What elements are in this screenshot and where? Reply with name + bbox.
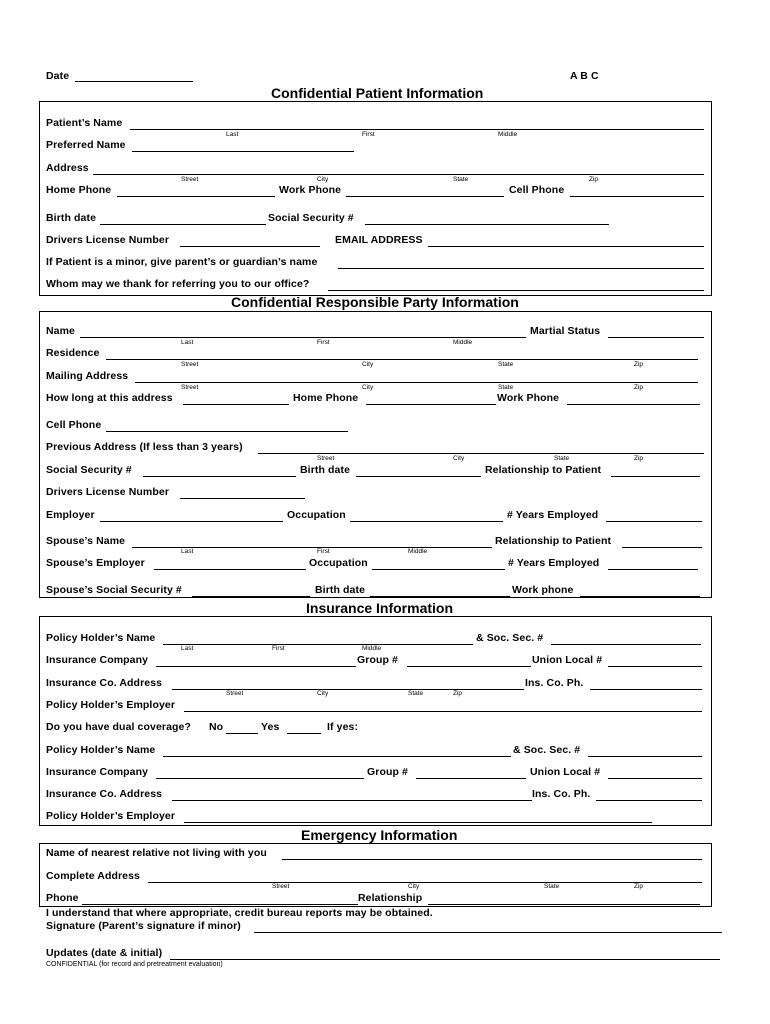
ins2-union-label: Union Local #	[530, 766, 601, 778]
patient-name-label: Patient’s Name	[46, 117, 123, 129]
birth-date-field[interactable]	[100, 224, 266, 225]
em-address-field[interactable]	[148, 882, 702, 883]
rp-previous-field[interactable]	[258, 453, 704, 454]
spouse-workphone-label: Work phone	[512, 584, 574, 596]
rp-birth-label: Birth date	[300, 464, 351, 476]
rp-residence-field[interactable]	[106, 359, 698, 360]
ins2-address-label: Insurance Co. Address	[46, 788, 163, 800]
ins-ph-label: Ins. Co. Ph.	[525, 677, 584, 689]
ins-holder-field[interactable]	[163, 644, 473, 645]
responsible-section-box	[39, 311, 712, 598]
sub-street: Street	[272, 883, 290, 890]
rp-years-field[interactable]	[606, 521, 702, 522]
abc-label: A B C	[570, 70, 599, 82]
spouse-name-label: Spouse’s Name	[46, 535, 126, 547]
sub-city: City	[317, 690, 329, 697]
em-phone-field[interactable]	[82, 904, 358, 905]
preferred-name-label: Preferred Name	[46, 139, 126, 151]
ins-employer-field[interactable]	[184, 711, 702, 712]
sub-street: Street	[181, 384, 199, 391]
rp-howlong-label: How long at this address	[46, 392, 173, 404]
rp-home-phone-field[interactable]	[366, 404, 496, 405]
dual-coverage-label: Do you have dual coverage?	[46, 721, 191, 733]
work-phone-label: Work Phone	[279, 184, 342, 196]
license-label: Drivers License Number	[46, 234, 170, 246]
rp-previous-label: Previous Address (If less than 3 years)	[46, 441, 243, 453]
ins2-holder-label: Policy Holder’s Name	[46, 744, 156, 756]
ins2-ph-label: Ins. Co. Ph.	[532, 788, 591, 800]
dual-no-label: No	[209, 721, 224, 733]
home-phone-field[interactable]	[117, 196, 275, 197]
sub-middle: Middle	[498, 131, 518, 138]
rp-work-phone-label: Work Phone	[497, 392, 560, 404]
ins-company-label: Insurance Company	[46, 654, 149, 666]
ins2-employer-field[interactable]	[184, 822, 652, 823]
ssn-field[interactable]	[365, 224, 609, 225]
ins2-union-field[interactable]	[608, 778, 702, 779]
minor-field[interactable]	[338, 268, 704, 269]
sub-middle: Middle	[408, 548, 428, 555]
email-label: EMAIL ADDRESS	[335, 234, 423, 246]
ssn-label: Social Security #	[268, 212, 354, 224]
spouse-years-field[interactable]	[608, 569, 698, 570]
rp-howlong-field[interactable]	[183, 404, 289, 405]
em-relative-field[interactable]	[282, 859, 702, 860]
sub-first: First	[272, 645, 285, 652]
sub-first: First	[317, 339, 330, 346]
date-label: Date	[46, 70, 70, 82]
rp-name-label: Name	[46, 325, 75, 337]
sub-street: Street	[181, 361, 199, 368]
spouse-occupation-field[interactable]	[372, 569, 505, 570]
rp-marital-field[interactable]	[608, 337, 704, 338]
sub-first: First	[317, 548, 330, 555]
ins2-holder-field[interactable]	[163, 756, 511, 757]
sub-zip: Zip	[453, 690, 463, 697]
em-address-label: Complete Address	[46, 870, 140, 882]
date-field[interactable]	[75, 81, 193, 82]
em-relative-label: Name of nearest relative not living with you	[46, 847, 267, 859]
rp-cell-label: Cell Phone	[46, 419, 102, 431]
rp-mailing-field[interactable]	[135, 382, 698, 383]
sub-last: Last	[181, 645, 194, 652]
spouse-birth-field[interactable]	[370, 596, 510, 597]
sub-city: City	[408, 883, 420, 890]
section-title-emergency: Emergency Information	[301, 827, 458, 843]
ins-union-field[interactable]	[608, 666, 702, 667]
ins2-soc-field[interactable]	[588, 756, 702, 757]
email-field[interactable]	[428, 246, 704, 247]
ins2-group-field[interactable]	[416, 778, 526, 779]
rp-work-phone-field[interactable]	[567, 404, 700, 405]
rp-mailing-label: Mailing Address	[46, 370, 129, 382]
sub-state: State	[498, 384, 514, 391]
ins-ph-field[interactable]	[590, 689, 702, 690]
ins2-company-label: Insurance Company	[46, 766, 149, 778]
ins-group-label: Group #	[357, 654, 398, 666]
rp-birth-field[interactable]	[356, 476, 481, 477]
updates-field[interactable]	[170, 959, 720, 960]
spouse-employer-label: Spouse’s Employer	[46, 557, 145, 569]
sub-middle: Middle	[453, 339, 473, 346]
rp-employer-label: Employer	[46, 509, 95, 521]
ins-address-field[interactable]	[172, 689, 524, 690]
ins-employer-label: Policy Holder’s Employer	[46, 699, 176, 711]
birth-date-label: Birth date	[46, 212, 97, 224]
minor-label: If Patient is a minor, give parent’s or guardian’s name	[46, 256, 318, 268]
sub-state: State	[453, 176, 469, 183]
sub-middle: Middle	[362, 645, 382, 652]
referral-label: Whom may we thank for referring you to our office?	[46, 278, 310, 290]
sub-state: State	[498, 361, 514, 368]
rp-ssn-label: Social Security #	[46, 464, 132, 476]
sub-city: City	[453, 455, 465, 462]
sub-street: Street	[226, 690, 244, 697]
spouse-ssn-field[interactable]	[192, 596, 310, 597]
address-label: Address	[46, 162, 89, 174]
section-title-responsible: Confidential Responsible Party Information	[231, 294, 519, 310]
spouse-years-label: # Years Employed	[508, 557, 600, 569]
ins-soc-label: & Soc. Sec. #	[476, 632, 544, 644]
sub-zip: Zip	[634, 455, 644, 462]
sub-last: Last	[226, 131, 239, 138]
sub-city: City	[362, 361, 374, 368]
rp-occupation-label: Occupation	[287, 509, 346, 521]
sub-zip: Zip	[634, 883, 644, 890]
credit-notice: I understand that where appropriate, credit bureau reports may be obtained.	[46, 907, 433, 919]
ins-union-label: Union Local #	[532, 654, 603, 666]
sub-city: City	[317, 176, 329, 183]
sub-first: First	[362, 131, 375, 138]
dual-yes-label: Yes	[261, 721, 280, 733]
section-title-patient: Confidential Patient Information	[271, 85, 484, 101]
ins2-ph-field[interactable]	[596, 800, 702, 801]
dual-no-field[interactable]	[226, 733, 258, 734]
sub-zip: Zip	[634, 361, 644, 368]
sub-zip: Zip	[589, 176, 599, 183]
spouse-relationship-field[interactable]	[622, 547, 702, 548]
rp-license-label: Drivers License Number	[46, 486, 170, 498]
sub-city: City	[362, 384, 374, 391]
cell-phone-label: Cell Phone	[509, 184, 565, 196]
referral-field[interactable]	[328, 290, 704, 291]
rp-residence-label: Residence	[46, 347, 100, 359]
sub-street: Street	[317, 455, 335, 462]
signature-label: Signature (Parent’s signature if minor)	[46, 920, 241, 932]
rp-ssn-field[interactable]	[143, 476, 296, 477]
rp-relationship-label: Relationship to Patient	[485, 464, 602, 476]
ins-holder-label: Policy Holder’s Name	[46, 632, 156, 644]
rp-years-label: # Years Employed	[507, 509, 599, 521]
dual-ifyes-label: If yes:	[327, 721, 359, 733]
work-phone-field[interactable]	[346, 196, 504, 197]
rp-marital-label: Martial Status	[530, 325, 601, 337]
rp-cell-field[interactable]	[106, 431, 348, 432]
sub-last: Last	[181, 548, 194, 555]
spouse-occupation-label: Occupation	[309, 557, 368, 569]
sub-last: Last	[181, 339, 194, 346]
section-title-insurance: Insurance Information	[306, 600, 454, 616]
sub-state: State	[408, 690, 424, 697]
em-relationship-label: Relationship	[358, 892, 423, 904]
em-relationship-field[interactable]	[428, 904, 700, 905]
rp-name-field[interactable]	[80, 337, 526, 338]
patient-name-field[interactable]	[130, 129, 704, 130]
em-phone-label: Phone	[46, 892, 79, 904]
ins-company-field[interactable]	[156, 666, 356, 667]
spouse-ssn-label: Spouse’s Social Security #	[46, 584, 182, 596]
ins2-address-field[interactable]	[172, 800, 532, 801]
address-field[interactable]	[93, 174, 704, 175]
license-field[interactable]	[180, 246, 320, 247]
spouse-relationship-label: Relationship to Patient	[495, 535, 612, 547]
rp-home-phone-label: Home Phone	[293, 392, 359, 404]
home-phone-label: Home Phone	[46, 184, 112, 196]
ins2-employer-label: Policy Holder’s Employer	[46, 810, 176, 822]
rp-relationship-field[interactable]	[611, 476, 700, 477]
ins2-group-label: Group #	[367, 766, 408, 778]
rp-occupation-field[interactable]	[350, 521, 503, 522]
ins-address-label: Insurance Co. Address	[46, 677, 163, 689]
sub-state: State	[554, 455, 570, 462]
sub-state: State	[544, 883, 560, 890]
ins2-soc-label: & Soc. Sec. #	[513, 744, 581, 756]
cell-phone-field[interactable]	[570, 196, 704, 197]
rp-license-field[interactable]	[180, 498, 305, 499]
sub-street: Street	[181, 176, 199, 183]
spouse-workphone-field[interactable]	[580, 596, 700, 597]
spouse-employer-field[interactable]	[154, 569, 306, 570]
signature-field[interactable]	[254, 932, 722, 933]
rp-employer-field[interactable]	[100, 521, 283, 522]
confidential-note: CONFIDENTIAL (for record and pretreatment evaluation)	[46, 961, 223, 968]
dual-yes-field[interactable]	[287, 733, 321, 734]
spouse-birth-label: Birth date	[315, 584, 366, 596]
sub-zip: Zip	[634, 384, 644, 391]
preferred-name-field[interactable]	[132, 151, 354, 152]
ins-group-field[interactable]	[407, 666, 531, 667]
ins-soc-field[interactable]	[551, 644, 701, 645]
updates-label: Updates (date & initial)	[46, 947, 163, 959]
ins2-company-field[interactable]	[156, 778, 364, 779]
